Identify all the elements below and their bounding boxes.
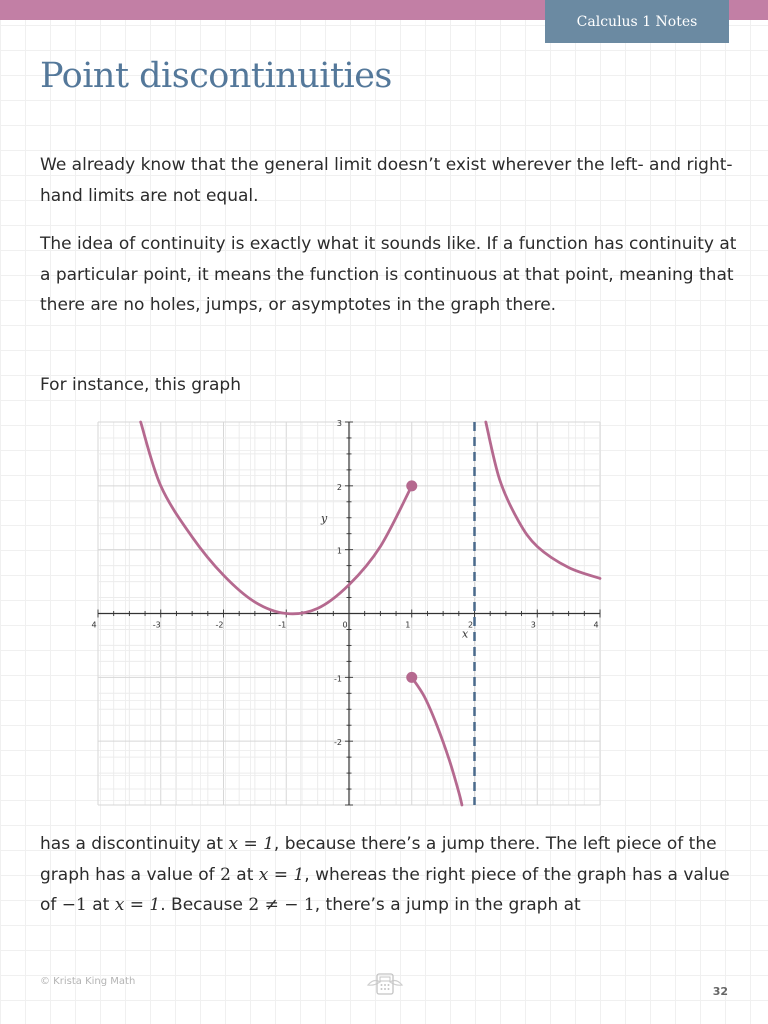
math-value-2: 2: [220, 864, 231, 885]
y-tick-label: -2: [334, 738, 342, 748]
x-tick-label: 4: [91, 620, 97, 630]
graph-axes: [98, 422, 600, 805]
x-tick-label: -3: [152, 620, 161, 630]
y-tick-label: -1: [334, 674, 342, 684]
curve-right-piece: [486, 422, 600, 578]
graph-ticks: [91, 419, 598, 747]
x-tick-label: 4: [593, 620, 599, 630]
x-tick-label: 0: [342, 620, 348, 630]
text-run: at: [86, 895, 115, 915]
math-x-equals-1: x = 1: [258, 864, 305, 885]
y-tick-label: 2: [336, 482, 342, 492]
paragraph-intro: We already know that the general limit doesn’t exist wherever the left- and right-hand limits are not equal.: [40, 155, 733, 206]
x-tick-label: -1: [278, 620, 287, 630]
text-run: , because there’s a jump there. The left piece of the graph has a value of: [40, 834, 717, 885]
paragraph-discontinuity: [40, 829, 740, 921]
math-x-equals-1: x = 1: [228, 834, 274, 854]
y-tick-label: 3: [336, 419, 342, 428]
y-axis-label: y: [321, 511, 328, 525]
x-axis-label: x: [461, 627, 469, 641]
text-run: . Because: [160, 895, 249, 915]
endpoint-dot: [406, 672, 417, 683]
endpoint-dot: [406, 480, 417, 491]
paragraph-for-instance: For instance, this graph: [40, 375, 241, 395]
text-run: , there’s a jump in the graph at: [314, 895, 581, 915]
paragraph-continuity: The idea of continuity is exactly what it sounds like. If a function has continuity at a particular point, it means the function is continuous at that point, meaning that there are no holes, jumps, or asymptotes in the graph there.: [40, 234, 737, 315]
math-x-equals-1: x = 1: [114, 895, 161, 915]
text-run: , whereas the right piece of the graph has a value of: [40, 864, 730, 915]
page-number: 32: [712, 985, 728, 998]
x-tick-label: 2: [467, 620, 474, 630]
math-value-minus-1: −1: [61, 895, 87, 915]
x-tick-label: 3: [530, 620, 536, 630]
graph-svg: [91, 419, 600, 805]
text-run: has a discontinuity at: [40, 834, 229, 854]
function-graph: [91, 419, 600, 805]
footer-copyright: © Krista King Math: [40, 976, 136, 987]
header-tab: Calculus 1 Notes: [545, 0, 729, 43]
page-title: Point discontinuities: [40, 56, 392, 96]
text-run: at: [230, 864, 259, 885]
calculator-leaf-icon: [362, 969, 408, 997]
y-tick-label: 1: [336, 546, 342, 556]
x-tick-label: 1: [405, 620, 411, 630]
math-inequality: 2 ≠ − 1: [248, 895, 315, 915]
x-tick-label: -2: [215, 620, 224, 630]
